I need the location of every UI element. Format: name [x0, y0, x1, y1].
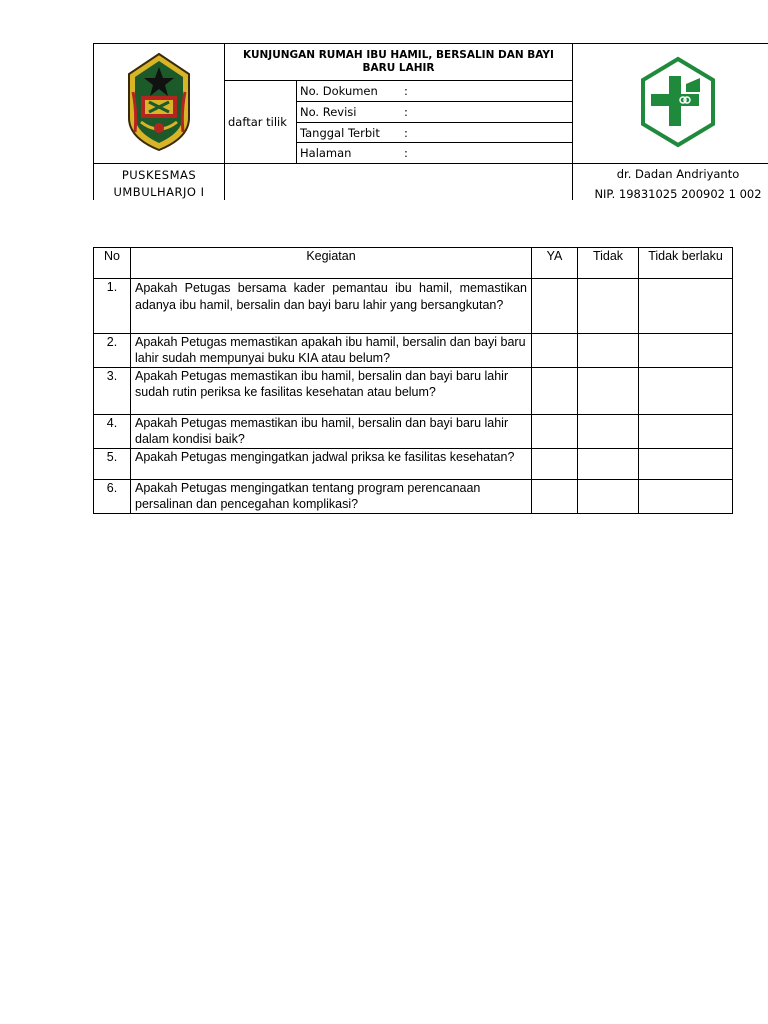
empty-cell [225, 164, 573, 201]
ya-cell[interactable] [532, 334, 578, 368]
field-separator: : [404, 146, 408, 160]
tidak-berlaku-cell[interactable] [639, 480, 733, 514]
row-activity: Apakah Petugas memastikan ibu hamil, bersalin dan bayi baru lahir sudah rutin periksa ke fasilitas kesehatan atau belum? [131, 368, 532, 415]
col-header-ya: YA [532, 248, 578, 279]
puskesmas-logo-icon [640, 56, 716, 148]
doc-type-label: daftar tilik [225, 81, 297, 164]
tidak-cell[interactable] [578, 279, 639, 334]
tidak-cell[interactable] [578, 415, 639, 449]
row-number: 6. [94, 480, 131, 514]
col-header-tidak: Tidak [578, 248, 639, 279]
field-label: No. Dokumen [300, 84, 378, 98]
field-separator: : [404, 84, 408, 98]
header-table [93, 43, 768, 200]
field-separator: : [404, 105, 408, 119]
document-header [93, 43, 768, 200]
checklist-header-row [94, 248, 733, 279]
field-separator: : [404, 125, 408, 140]
ya-cell[interactable] [532, 279, 578, 334]
row-activity: Apakah Petugas memastikan apakah ibu hamil, bersalin dan bayi baru lahir sudah mempunyai buku KIA atau belum? [131, 334, 532, 368]
field-halaman [297, 143, 573, 164]
row-activity: Apakah Petugas bersama kader pemantau ibu hamil, memastikan adanya ibu hamil, bersalin dan bayi baru lahir yang bersangkutan? [131, 279, 532, 334]
table-row [94, 279, 733, 334]
tidak-cell[interactable] [578, 480, 639, 514]
row-number: 5. [94, 449, 131, 480]
row-activity: Apakah Petugas memastikan ibu hamil, bersalin dan bayi baru lahir dalam kondisi baik? [131, 415, 532, 449]
row-number: 4. [94, 415, 131, 449]
ya-cell[interactable] [532, 368, 578, 415]
institution-line-2: UMBULHARJO I [113, 185, 205, 199]
tidak-cell[interactable] [578, 334, 639, 368]
ya-cell[interactable] [532, 480, 578, 514]
field-label: Tanggal Terbit [300, 125, 380, 140]
checklist-table [93, 247, 733, 514]
tidak-cell[interactable] [578, 368, 639, 415]
field-no-dokumen [297, 81, 573, 102]
table-row [94, 480, 733, 514]
field-label: No. Revisi [300, 105, 357, 119]
city-seal-cell [94, 44, 225, 164]
tidak-berlaku-cell[interactable] [639, 279, 733, 334]
row-number: 3. [94, 368, 131, 415]
document-title: KUNJUNGAN RUMAH IBU HAMIL, BERSALIN DAN BAYI BARU LAHIR [225, 44, 573, 81]
table-row [94, 368, 733, 415]
row-activity: Apakah Petugas mengingatkan jadwal priksa ke fasilitas kesehatan? [131, 449, 532, 480]
field-label: Halaman [300, 146, 352, 160]
field-no-revisi [297, 102, 573, 123]
signer-name: dr. Dadan Andriyanto [616, 167, 740, 181]
puskesmas-logo-cell [573, 44, 768, 164]
city-seal-icon [127, 52, 191, 152]
table-row [94, 415, 733, 449]
ya-cell[interactable] [532, 415, 578, 449]
signer-nip: NIP. 19831025 200902 1 002 [594, 187, 762, 200]
tidak-berlaku-cell[interactable] [639, 415, 733, 449]
tidak-berlaku-cell[interactable] [639, 334, 733, 368]
field-tanggal-terbit [297, 123, 573, 143]
row-number: 2. [94, 334, 131, 368]
row-activity: Apakah Petugas mengingatkan tentang program perencanaan persalinan dan pencegahan komplikasi? [131, 480, 532, 514]
ya-cell[interactable] [532, 449, 578, 480]
table-row [94, 334, 733, 368]
tidak-berlaku-cell[interactable] [639, 368, 733, 415]
signer-cell [573, 164, 768, 201]
tidak-cell[interactable] [578, 449, 639, 480]
row-number: 1. [94, 279, 131, 334]
institution-line-1: PUSKESMAS [121, 168, 197, 182]
tidak-berlaku-cell[interactable] [639, 449, 733, 480]
col-header-tidak-berlaku: Tidak berlaku [639, 248, 733, 279]
institution-cell [94, 164, 225, 201]
col-header-kegiatan: Kegiatan [131, 248, 532, 279]
table-row [94, 449, 733, 480]
col-header-no: No [94, 248, 131, 279]
